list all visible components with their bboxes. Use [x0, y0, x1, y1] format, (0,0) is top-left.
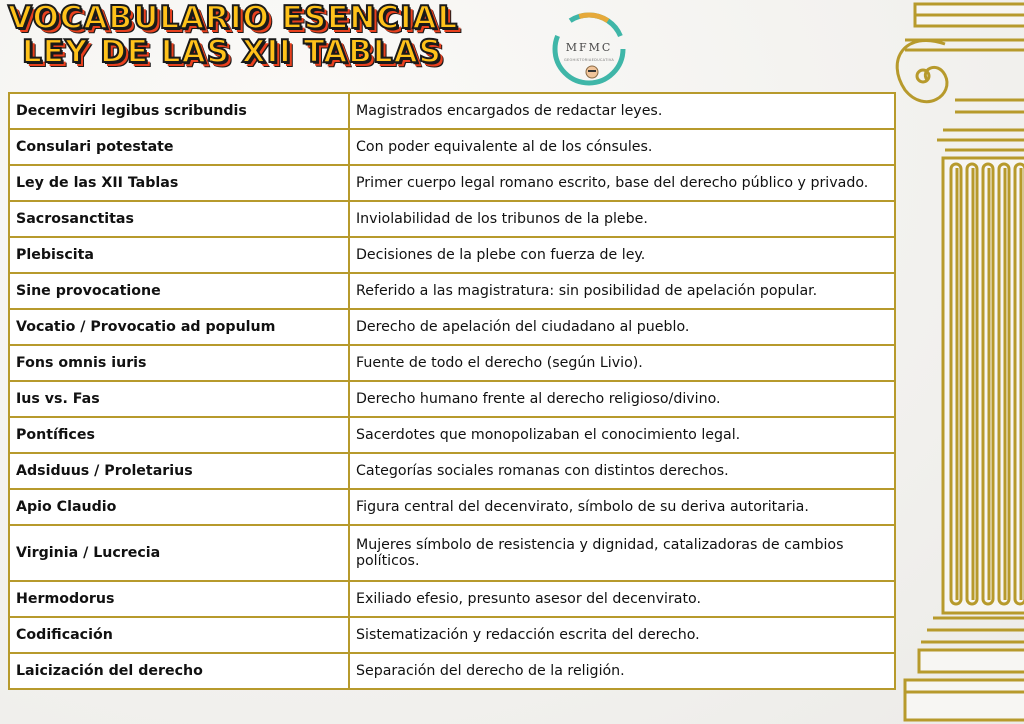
- term-cell: Ius vs. Fas: [9, 381, 349, 417]
- term-cell: Fons omnis iuris: [9, 345, 349, 381]
- title-line-1: VOCABULARIO ESENCIAL: [8, 0, 459, 36]
- term-cell: Pontífices: [9, 417, 349, 453]
- ionic-column-icon: [885, 0, 1024, 724]
- term-cell: Sine provocatione: [9, 273, 349, 309]
- table-row: [9, 93, 895, 129]
- definition-cell: Referido a las magistratura: sin posibilidad de apelación popular.: [349, 273, 895, 309]
- table-row: [9, 237, 895, 273]
- definition-cell: Magistrados encargados de redactar leyes.: [349, 93, 895, 129]
- table-row: [9, 345, 895, 381]
- definition-cell: Inviolabilidad de los tribunos de la plebe.: [349, 201, 895, 237]
- term-cell: Consulari potestate: [9, 129, 349, 165]
- title-line-2: LEY DE LAS XII TABLAS: [22, 34, 442, 70]
- definition-cell: Categorías sociales romanas con distintos derechos.: [349, 453, 895, 489]
- term-cell: Plebiscita: [9, 237, 349, 273]
- definition-cell: Derecho humano frente al derecho religioso/divino.: [349, 381, 895, 417]
- table-row: [9, 309, 895, 345]
- table-row: [9, 201, 895, 237]
- table-row: [9, 381, 895, 417]
- table-row: [9, 581, 895, 617]
- definition-cell: Exiliado efesio, presunto asesor del decenvirato.: [349, 581, 895, 617]
- table-row: [9, 165, 895, 201]
- term-cell: Codificación: [9, 617, 349, 653]
- table-row: [9, 273, 895, 309]
- logo-text: MFMC: [565, 41, 613, 54]
- term-cell: Sacrosanctitas: [9, 201, 349, 237]
- definition-cell: Primer cuerpo legal romano escrito, base del derecho público y privado.: [349, 165, 895, 201]
- table-row: [9, 617, 895, 653]
- definition-cell: Fuente de todo el derecho (según Livio).: [349, 345, 895, 381]
- definition-cell: Sistematización y redacción escrita del derecho.: [349, 617, 895, 653]
- definition-cell: Separación del derecho de la religión.: [349, 653, 895, 689]
- term-cell: Apio Claudio: [9, 489, 349, 525]
- table-row: [9, 653, 895, 689]
- table-row: [9, 453, 895, 489]
- term-cell: Vocatio / Provocatio ad populum: [9, 309, 349, 345]
- table-row: [9, 525, 895, 581]
- definition-cell: Decisiones de la plebe con fuerza de ley.: [349, 237, 895, 273]
- logo-subtext: GEOHISTORIAEDUCATIVA: [563, 58, 615, 62]
- term-cell: Adsiduus / Proletarius: [9, 453, 349, 489]
- page-title: [8, 0, 548, 92]
- definition-cell: Sacerdotes que monopolizaban el conocimiento legal.: [349, 417, 895, 453]
- definition-cell: Con poder equivalente al de los cónsules.: [349, 129, 895, 165]
- definition-cell: Derecho de apelación del ciudadano al pueblo.: [349, 309, 895, 345]
- brand-logo: [548, 8, 630, 90]
- vocabulary-table: [8, 92, 896, 690]
- term-cell: Laicización del derecho: [9, 653, 349, 689]
- definition-cell: Mujeres símbolo de resistencia y dignidad, catalizadoras de cambios políticos.: [349, 525, 895, 581]
- definition-cell: Figura central del decenvirato, símbolo de su deriva autoritaria.: [349, 489, 895, 525]
- term-cell: Ley de las XII Tablas: [9, 165, 349, 201]
- table-row: [9, 489, 895, 525]
- table-row: [9, 129, 895, 165]
- term-cell: Virginia / Lucrecia: [9, 525, 349, 581]
- table-row: [9, 417, 895, 453]
- term-cell: Decemviri legibus scribundis: [9, 93, 349, 129]
- term-cell: Hermodorus: [9, 581, 349, 617]
